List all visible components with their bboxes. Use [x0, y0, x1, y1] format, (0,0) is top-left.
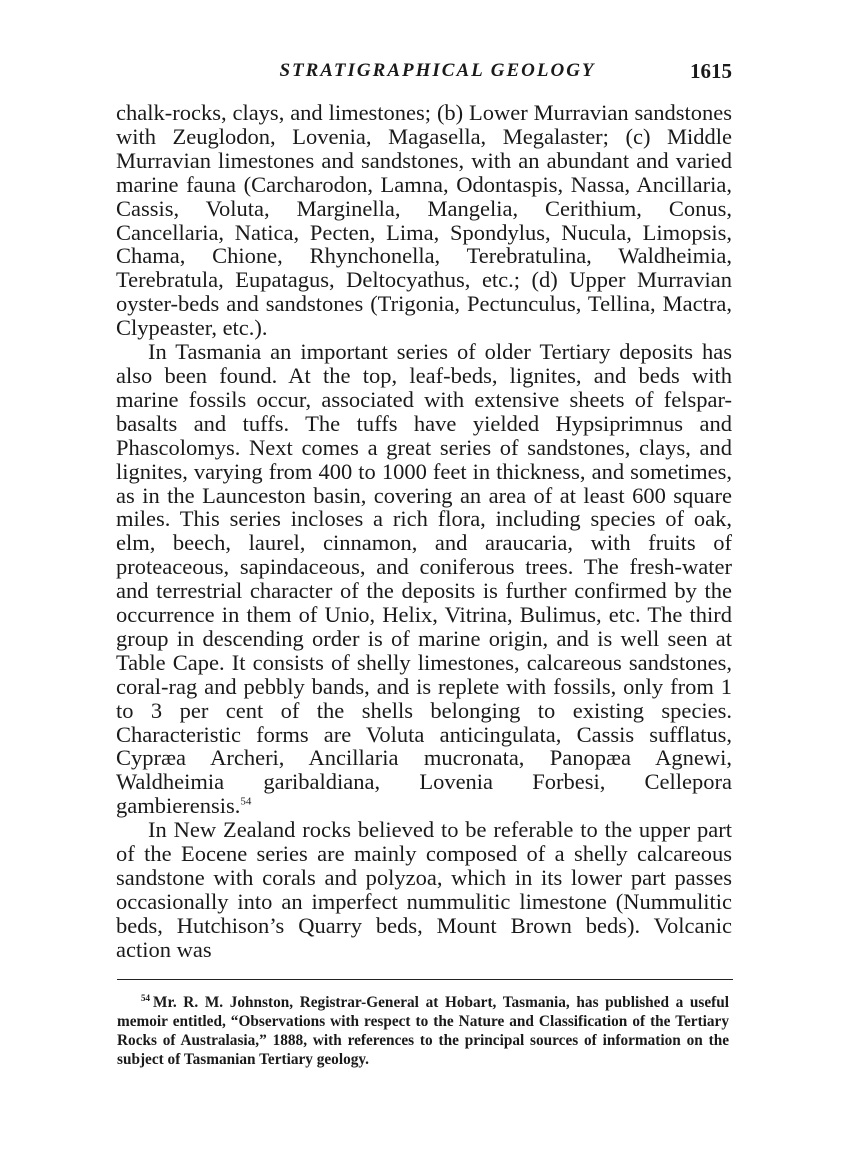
paragraph-new-zealand: In New Zealand rocks believed to be referable to the upper part of the Eocene series are mainly composed of a shelly calcareous sandstone with corals and polyzoa, which in its lower part passes occasionally into an imperfect nummulitic limestone (Nummulitic beds, Hutchison’s Quarry beds, Mount Brown beds). Volcanic action was: [116, 817, 732, 962]
footnote-marker: 54: [141, 992, 150, 1003]
paragraph-murravian: chalk-rocks, clays, and limestones; (b) Lower Murravian sandstones with Zeuglodon, Lovenia, Magasella, Megalaster; (c) Middle Murravian limestones and sandstones, with an abundant and varied marine fauna (Carcharodon, Lamna, Odontaspis, Nassa, Ancillaria, Cassis, Voluta, Marginella, Mangelia, Cerithium, Conus, Cancellaria, Natica, Pecten, Lima, Spondylus, Nucula, Limopsis, Chama, Chione, Rhynchonella, Terebratulina, Waldheimia, Terebratula, Eupatagus, Deltocyathus, etc.; (d) Upper Murravian oyster-beds and sandstones (Trigonia, Pectunculus, Tellina, Mactra, Clypeaster, etc.).: [116, 100, 732, 341]
footnote-reference[interactable]: 54: [240, 795, 252, 808]
running-title: STRATIGRAPHICAL GEOLOGY: [279, 60, 596, 81]
running-head: [115, 60, 735, 86]
footnote-rule: [117, 979, 733, 980]
paragraph-tasmania: [116, 340, 732, 818]
paragraph-tasmania-text: In Tasmania an important series of older Tertiary deposits has also been found. At the top, leaf-beds, lignites, and beds with marine fossils occur, associated with extensive sheets of felspar-basalts and tuffs. The tuffs have yielded Hypsiprimnus and Phascolomys. Next comes a great series of sandstones, clays, and lignites, varying from 400 to 1000 feet in thickness, and sometimes, as in the Launceston basin, covering an area of at least 600 square miles. This series incloses a rich flora, including species of oak, elm, beech, laurel, cinnamon, and araucaria, with fruits of proteaceous, sapindaceous, and coniferous trees. The fresh-water and terrestrial character of the deposits is further confirmed by the occurrence in them of Unio, Helix, Vitrina, Bulimus, etc. The third group in descending order is of marine origin, and is well seen at Table Cape. It consists of shelly limestones, calcareous sandstones, coral-rag and pebbly bands, and is replete with fossils, only from 1 to 3 per cent of the shells belonging to existing species. Characteristic forms are Voluta anticingulata, Cassis sufflatus, Cypræa Archeri, Ancillaria mucronata, Panopæa Agnewi, Waldheimia garibaldiana, Lovenia Forbesi, Cellepora gambierensis.: [116, 339, 732, 819]
footnote-text: Mr. R. M. Johnston, Registrar-General at Hobart, Tasmania, has published a useful memoir entitled, “Observations with respect to the Nature and Classification of the Tertiary Rocks of Australasia,” 1888, with references to the principal sources of information on the subject of Tasmanian Tertiary geology.: [117, 994, 729, 1068]
footnote: [117, 993, 729, 1069]
body-text: [116, 101, 732, 962]
footnote-paragraph: [117, 993, 729, 1069]
page-number: 1615: [690, 59, 732, 83]
